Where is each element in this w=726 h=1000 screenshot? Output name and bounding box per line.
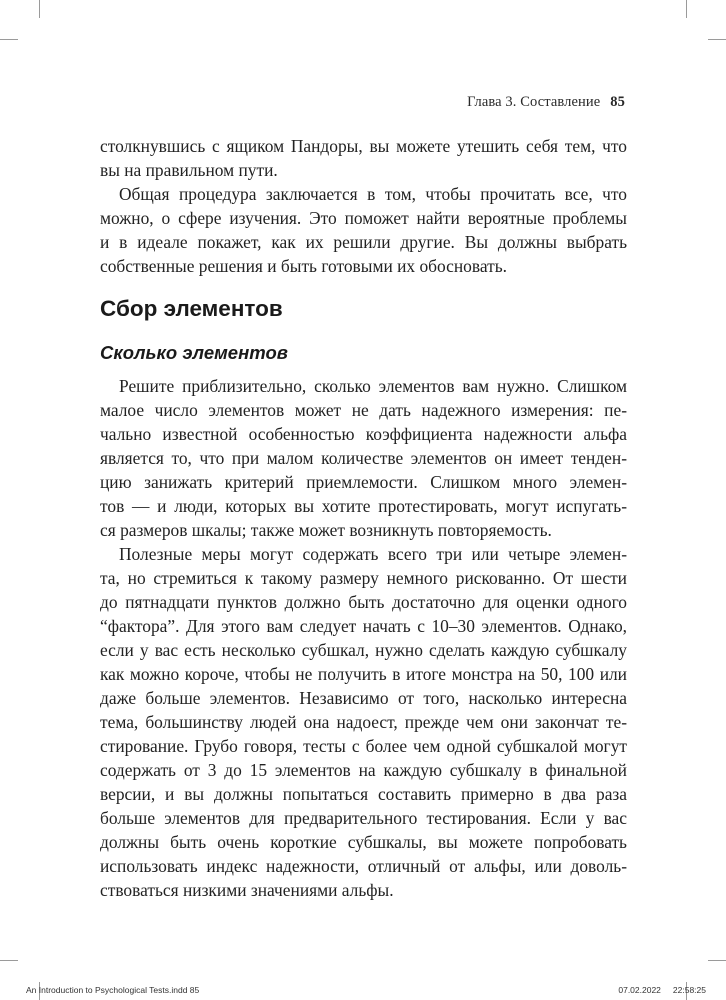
text-line: даже больше элементов. Независимо от того, насколько интересна	[100, 688, 627, 708]
text-line: стирование. Грубо говоря, тесты с более чем одной субшкалой могут	[100, 736, 627, 756]
text-line: Решите приблизительно, сколько элементов вам нужно. Слишком	[119, 376, 627, 396]
text-line: содержать от 3 до 15 элементов на каждую субшкалу в финальной	[100, 760, 627, 780]
text-line: версии, и вы должны попытаться составить примерно в два раза	[100, 784, 627, 804]
text-line: собственные решения и быть готовыми их обосновать.	[100, 256, 507, 276]
text-line: чально известной особенностью коэффициента надежности альфа	[100, 424, 627, 444]
page-number: 85	[610, 94, 625, 110]
text-line: если у вас есть несколько субшкал, нужно сделать каждую субшкалу	[100, 640, 627, 660]
text-line: та, но стремиться к такому размеру немного рискованно. От шести	[100, 568, 627, 588]
print-date: 07.02.2022	[618, 985, 661, 995]
text-line: как можно короче, чтобы не получить в итоге монстра на 50, 100 или	[100, 664, 627, 684]
crop-mark	[0, 960, 18, 961]
chapter-title: Глава 3. Составление	[467, 94, 601, 110]
crop-mark	[39, 0, 40, 18]
text-line: “фактора”. Для этого вам следует начать с 10–30 элементов. Однако,	[100, 616, 627, 636]
subsection-heading: Сколько элементов	[100, 342, 288, 363]
crop-mark	[708, 960, 726, 961]
text-line: тов — и люди, которых вы хотите протестировать, могут испугать-	[100, 496, 627, 516]
text-line: Общая процедура заключается в том, чтобы прочитать все, что	[119, 184, 627, 204]
text-line: больше элементов для предварительного тестирования. Если у вас	[100, 808, 627, 828]
text-line: малое число элементов может не дать надежного измерения: пе-	[100, 400, 627, 420]
crop-mark	[0, 39, 18, 40]
paragraph	[100, 542, 627, 902]
running-header	[100, 94, 625, 111]
print-timestamp	[618, 985, 706, 995]
text-line: можно, о сфере изучения. Это поможет найти вероятные проблемы	[100, 208, 627, 228]
paragraph	[100, 182, 627, 278]
print-time: 22:58:25	[672, 985, 706, 995]
text-line: ствоваться низкими значениями альфы.	[100, 880, 394, 900]
text-line: Полезные меры могут содержать всего три или четыре элемен-	[119, 544, 627, 564]
paragraph	[100, 374, 627, 542]
text-line: столкнувшись с ящиком Пандоры, вы можете утешить себя тем, что	[100, 136, 627, 156]
section-heading: Сбор элементов	[100, 296, 283, 321]
text-line: вы на правильном пути.	[100, 160, 278, 180]
crop-mark	[708, 39, 726, 40]
text-line: является то, что при малом количестве элементов он имеет тенден-	[100, 448, 627, 468]
text-line: использовать индекс надежности, отличный от альфы, или доволь-	[100, 856, 627, 876]
paragraph	[100, 134, 627, 182]
text-line: цию занижать критерий приемлемости. Слишком много элемен-	[100, 472, 627, 492]
text-line: должны быть очень короткие субшкалы, вы можете попробовать	[100, 832, 627, 852]
text-line: до пятнадцати пунктов должно быть достаточно для оценки одного	[100, 592, 627, 612]
file-name: An Introduction to Psychological Tests.indd 85	[26, 985, 200, 995]
text-line: и в идеале покажет, как их решили другие. Вы должны выбрать	[100, 232, 627, 252]
text-line: тема, большинству людей она надоест, прежде чем они закончат те-	[100, 712, 627, 732]
crop-mark	[686, 0, 687, 18]
text-line: ся размеров шкалы; также может возникнуть повторяемость.	[100, 520, 552, 540]
